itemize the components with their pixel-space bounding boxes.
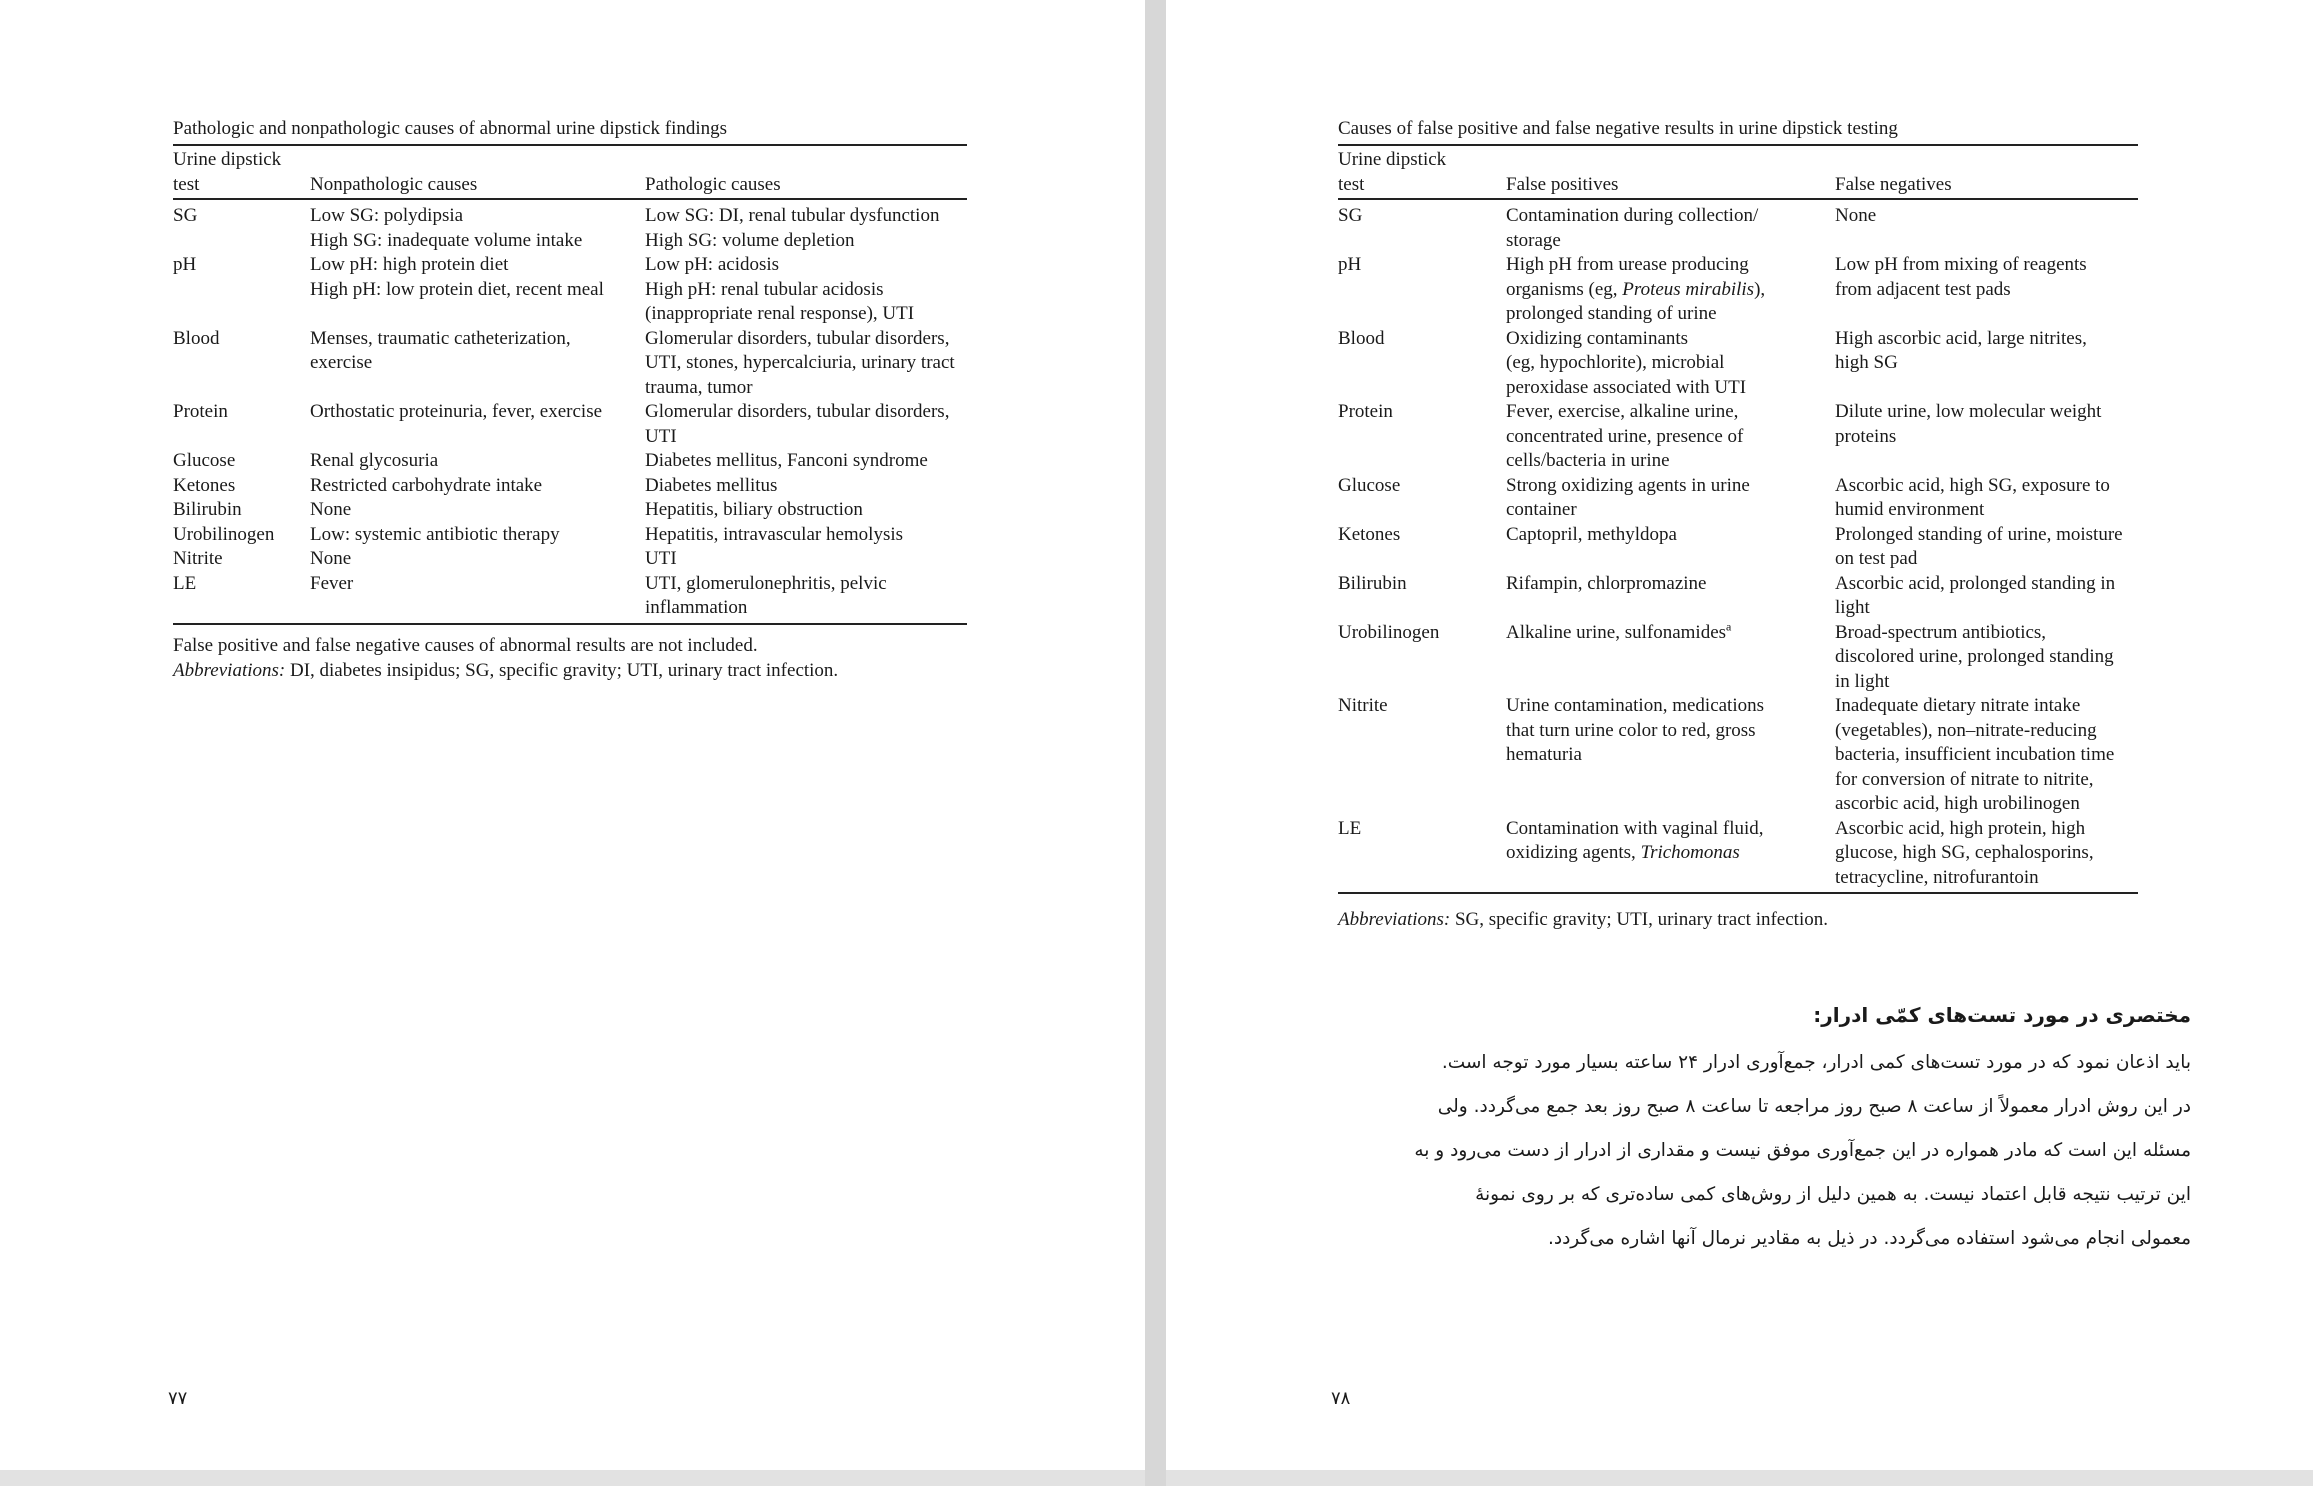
cell-nonpathologic: Renal glycosuria <box>310 450 439 471</box>
page-number: ۷۷ <box>168 1388 188 1409</box>
table-row <box>1338 199 2138 253</box>
table-row <box>173 474 967 499</box>
cell-test: pH <box>173 254 197 275</box>
cell-test: Nitrite <box>1338 695 1388 716</box>
body-paragraph <box>1371 1041 2191 1261</box>
table-row <box>173 400 967 449</box>
table-row <box>1338 572 2138 621</box>
table-row <box>1338 253 2138 327</box>
cell-pathologic: Hepatitis, intravascular hemolysis <box>645 523 904 545</box>
left-page <box>0 0 1145 1470</box>
cell-nonpathologic: Fever <box>310 572 354 594</box>
table-caption: Pathologic and nonpathologic causes of abnormal urine dipstick findings <box>173 118 728 139</box>
paragraph-line: باید اذعان نمود که در مورد تست‌های کمی ادرار، جمع‌آوری ادرار ۲۴ ساعته بسیار مورد توجه است. <box>1441 1052 2191 1073</box>
paragraph-line: مسئله این است که مادر همواره در این جمع‌آوری موفق نیست و مقداری از ادرار از دست می‌رود و به <box>1414 1140 2191 1161</box>
cell-pathologic: Diabetes mellitus <box>645 474 778 496</box>
cell-test: Urobilinogen <box>173 523 275 545</box>
cell-test: Blood <box>1338 327 1385 349</box>
table-header-row <box>1338 145 2138 199</box>
table-caption: Causes of false positive and false negative results in urine dipstick testing <box>1338 118 1898 139</box>
table-row <box>173 199 967 253</box>
table-row <box>173 327 967 401</box>
cell-nonpathologic: Menses, traumatic catheterization, exercise <box>310 327 571 373</box>
column-header-nonpathologic: Nonpathologic causes <box>310 173 478 195</box>
table-row <box>1338 621 2138 695</box>
cell-test: Blood <box>173 327 220 349</box>
cell-pathologic: UTI <box>645 548 677 569</box>
cell-nonpathologic: Restricted carbohydrate intake <box>310 474 543 496</box>
table-row <box>173 449 967 474</box>
cell-test: Bilirubin <box>1338 572 1407 594</box>
cell-nonpathologic: None <box>310 499 352 520</box>
cell-false-positive: Contamination with vaginal fluid, oxidizing agents, Trichomonas <box>1506 817 1764 863</box>
column-header-test: Urine dipstick test <box>1338 149 1447 195</box>
cell-false-negative: High ascorbic acid, large nitrites, high SG <box>1835 327 2087 373</box>
table-header-row <box>173 145 967 199</box>
cell-false-positive: Oxidizing contaminants (eg, hypochlorite), microbial peroxidase associated with UTI <box>1506 327 1747 398</box>
cell-pathologic: UTI, glomerulonephritis, pelvic inflammation <box>645 572 887 618</box>
column-header-false-positives: False positives <box>1506 173 1619 195</box>
cell-false-negative: Ascorbic acid, high protein, high glucose, high SG, cephalosporins, tetracycline, nitrofurantoin <box>1835 817 2094 888</box>
cell-pathologic: Glomerular disorders, tubular disorders, UTI, stones, hypercalciuria, urinary tract trauma, tumor <box>645 327 955 398</box>
cell-false-positive: Contamination during collection/ storage <box>1506 205 1759 251</box>
cell-nonpathologic: None <box>310 548 352 569</box>
cell-false-positive: Urine contamination, medications that turn urine color to red, gross hematuria <box>1506 695 1765 765</box>
table-row <box>1338 474 2138 523</box>
page-divider <box>1145 0 1166 1486</box>
table-row <box>173 498 967 523</box>
table-footnote: False positive and false negative causes of abnormal results are not included. <box>173 635 758 656</box>
cell-false-positive: Captopril, methyldopa <box>1506 523 1677 545</box>
table-row <box>1338 694 2138 817</box>
table-row <box>173 523 967 548</box>
table-row <box>1338 523 2138 572</box>
cell-nonpathologic: Low: systemic antibiotic therapy <box>310 523 560 545</box>
cell-test: Protein <box>173 401 228 422</box>
cell-test: Bilirubin <box>173 499 242 520</box>
cell-false-negative: Inadequate dietary nitrate intake (vegetables), non–nitrate-reducing bacteria, insufficient incubation time for conversion of nitrate to nitrite, ascorbic acid, high urobilinogen <box>1835 695 2115 814</box>
cell-false-positive: Rifampin, chlorpromazine <box>1506 572 1707 594</box>
paragraph-line: معمولی انجام می‌شود استفاده می‌گردد. در ذیل به مقادیر نرمال آنها اشاره می‌گردد. <box>1547 1228 2191 1249</box>
cell-test: Glucose <box>1338 474 1401 496</box>
cell-test: SG <box>173 205 198 226</box>
page-number: ۷۸ <box>1331 1388 1351 1409</box>
false-results-table <box>1338 144 2138 894</box>
cell-pathologic: Low SG: DI, renal tubular dysfunction High SG: volume depletion <box>645 205 940 251</box>
table-row <box>173 547 967 572</box>
cell-pathologic: Hepatitis, biliary obstruction <box>645 499 863 520</box>
cell-test: Ketones <box>173 474 236 496</box>
cell-false-positive: High pH from urease producing organisms (eg, Proteus mirabilis), prolonged standing of urine <box>1506 254 1766 324</box>
abbreviations-footnote: Abbreviations: SG, specific gravity; UTI, urinary tract infection. <box>1338 909 1828 930</box>
cell-test: Nitrite <box>173 548 223 569</box>
right-page <box>1166 0 2313 1470</box>
paragraph-line: این ترتیب نتیجه قابل اعتماد نیست. به همین دلیل از روش‌های کمی ساده‌تری که بر روی نمونهٔ <box>1475 1184 2191 1205</box>
cell-false-negative: Prolonged standing of urine, moisture on test pad <box>1835 523 2123 569</box>
table-row <box>173 572 967 624</box>
dipstick-causes-table <box>173 144 967 625</box>
abbreviations-footnote: Abbreviations: DI, diabetes insipidus; SG, specific gravity; UTI, urinary tract infection. <box>173 660 839 681</box>
cell-false-positive: Alkaline urine, sulfonamides$^a$ <box>1506 619 1732 643</box>
cell-test: Ketones <box>1338 523 1401 545</box>
table-row <box>173 253 967 327</box>
cell-nonpathologic: Low SG: polydipsia High SG: inadequate volume intake <box>310 205 583 251</box>
cell-test: pH <box>1338 254 1362 275</box>
cell-test: Protein <box>1338 401 1393 422</box>
section-title: مختصری در مورد تست‌های کمّی ادرار: <box>1813 1003 2191 1027</box>
cell-nonpathologic: Orthostatic proteinuria, fever, exercise <box>310 401 603 422</box>
cell-pathologic: Diabetes mellitus, Fanconi syndrome <box>645 450 928 471</box>
cell-false-negative: Dilute urine, low molecular weight proteins <box>1835 401 2102 447</box>
column-header-pathologic: Pathologic causes <box>645 173 781 195</box>
cell-false-negative: Broad-spectrum antibiotics, discolored urine, prolonged standing in light <box>1835 621 2114 692</box>
cell-false-positive: Fever, exercise, alkaline urine, concentrated urine, presence of cells/bacteria in urine <box>1506 401 1744 471</box>
cell-false-negative: Ascorbic acid, prolonged standing in light <box>1835 572 2116 618</box>
table-row <box>1338 817 2138 894</box>
cell-test: Glucose <box>173 450 236 471</box>
cell-test: LE <box>1338 817 1362 839</box>
table-row <box>1338 400 2138 474</box>
cell-false-negative: Ascorbic acid, high SG, exposure to humid environment <box>1835 474 2110 520</box>
cell-false-positive: Strong oxidizing agents in urine container <box>1506 474 1750 520</box>
column-header-test: Urine dipstick test <box>173 149 282 195</box>
cell-test: SG <box>1338 205 1363 226</box>
cell-false-negative: Low pH from mixing of reagents from adjacent test pads <box>1835 254 2087 300</box>
paragraph-line: در این روش ادرار معمولاً از ساعت ۸ صبح روز مراجعه تا ساعت ۸ صبح روز بعد جمع می‌گردد. ولی <box>1437 1096 2191 1117</box>
cell-test: Urobilinogen <box>1338 621 1440 643</box>
cell-nonpathologic: Low pH: high protein diet High pH: low protein diet, recent meal <box>310 254 604 300</box>
table-row <box>1338 327 2138 401</box>
footnote-marker: a <box>1726 619 1732 634</box>
cell-pathologic: Glomerular disorders, tubular disorders, UTI <box>645 401 950 447</box>
cell-false-negative: None <box>1835 205 1877 226</box>
cell-test: LE <box>173 572 197 594</box>
cell-pathologic: Low pH: acidosis High pH: renal tubular acidosis (inappropriate renal response), UTI <box>645 254 915 324</box>
column-header-false-negatives: False negatives <box>1835 173 1952 195</box>
